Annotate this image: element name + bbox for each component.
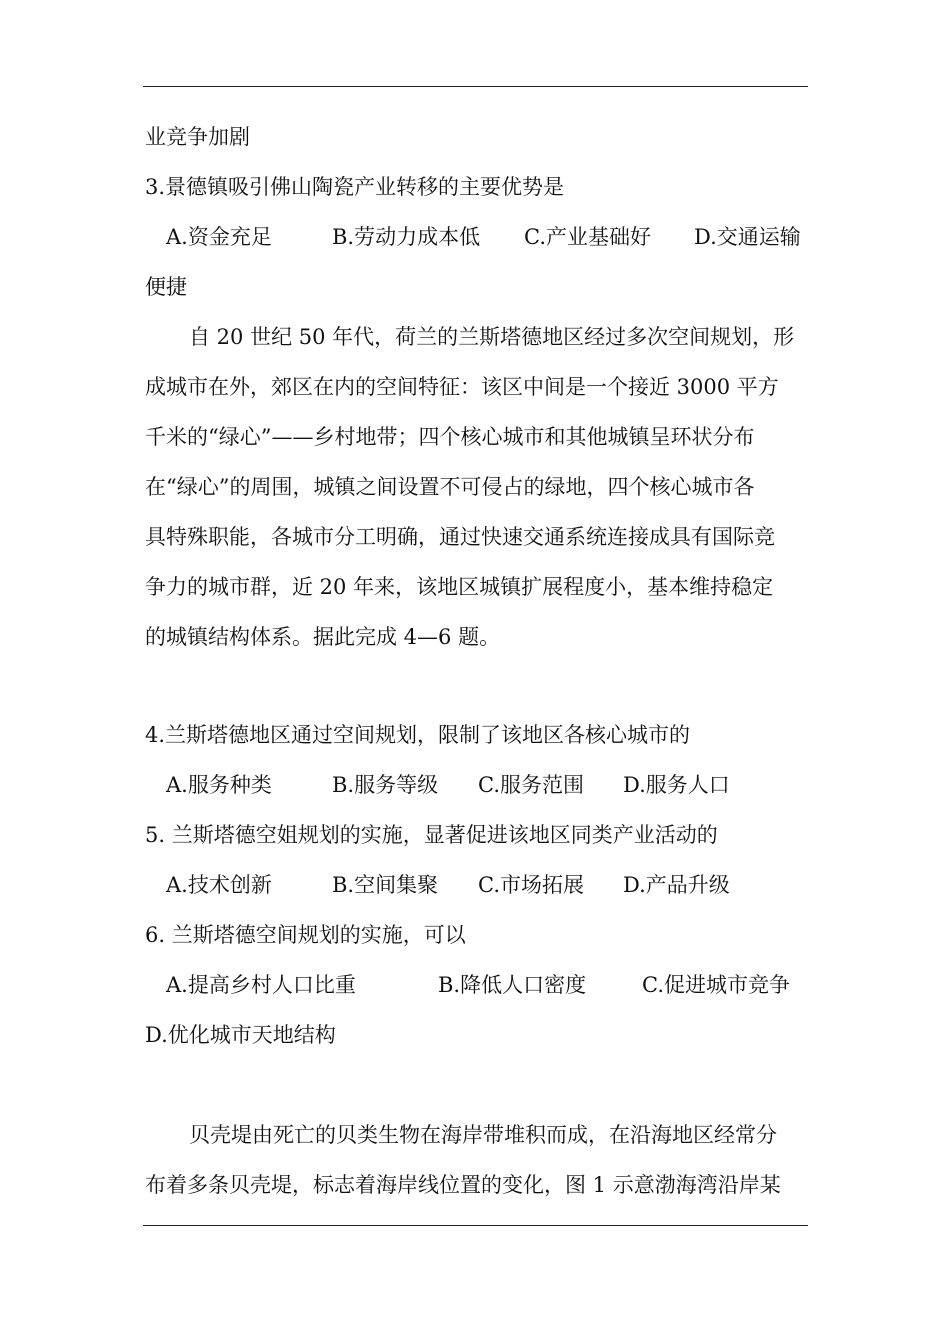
- header-rule: [143, 86, 808, 87]
- passage-2-line: 布着多条贝壳堤，标志着海岸线位置的变化，图 1 示意渤海湾沿岸某: [145, 1173, 781, 1197]
- question-5: 5. 兰斯塔德空姐规划的实施，显著促进该地区同类产业活动的: [145, 823, 718, 847]
- footer-rule: [143, 1225, 808, 1226]
- question-6: 6. 兰斯塔德空间规划的实施，可以: [145, 923, 466, 947]
- q3-option-a: A.资金充足: [166, 225, 272, 249]
- q6-option-d: D.优化城市天地结构: [145, 1023, 336, 1047]
- question-4: 4.兰斯塔德地区通过空间规划，限制了该地区各核心城市的: [145, 723, 691, 747]
- question-3: 3.景德镇吸引佛山陶瓷产业转移的主要优势是: [145, 175, 565, 199]
- passage-1-line: 千米的“绿心”——乡村地带；四个核心城市和其他城镇呈环状分布: [145, 425, 755, 449]
- q3-option-c: C.产业基础好: [524, 225, 651, 249]
- q6-option-b: B.降低人口密度: [438, 973, 587, 997]
- passage-2-line: 贝壳堤由死亡的贝类生物在海岸带堆积而成，在沿海地区经常分: [189, 1123, 777, 1147]
- q4-option-d: D.服务人口: [623, 773, 730, 797]
- q6-option-c: C.促进城市竞争: [642, 973, 790, 997]
- q6-option-a: A.提高乡村人口比重: [166, 973, 356, 997]
- q5-option-b: B.空间集聚: [332, 873, 439, 897]
- text-line: 业竞争加剧: [145, 125, 250, 149]
- passage-1-line: 在“绿心”的周围，城镇之间设置不可侵占的绿地，四个核心城市各: [145, 475, 755, 499]
- passage-1-line: 具特殊职能，各城市分工明确，通过快速交通系统连接成具有国际竞: [145, 525, 775, 549]
- passage-1-line: 的城镇结构体系。据此完成 4—6 题。: [145, 625, 501, 649]
- q5-option-a: A.技术创新: [166, 873, 272, 897]
- q4-option-c: C.服务范围: [478, 773, 584, 797]
- q5-option-c: C.市场拓展: [478, 873, 584, 897]
- passage-1-line: 争力的城市群，近 20 年来，该地区城镇扩展程度小，基本维持稳定: [145, 575, 774, 599]
- passage-1-line: 成城市在外，郊区在内的空间特征：该区中间是一个接近 3000 平方: [145, 375, 779, 399]
- q3-option-d-wrap: 便捷: [145, 275, 187, 299]
- q5-option-d: D.产品升级: [623, 873, 730, 897]
- q3-option-b: B.劳动力成本低: [332, 225, 481, 249]
- q4-option-a: A.服务种类: [166, 773, 272, 797]
- q3-option-d: D.交通运输: [694, 225, 801, 249]
- passage-1-line: 自 20 世纪 50 年代，荷兰的兰斯塔德地区经过多次空间规划，形: [189, 325, 795, 349]
- q4-option-b: B.服务等级: [332, 773, 439, 797]
